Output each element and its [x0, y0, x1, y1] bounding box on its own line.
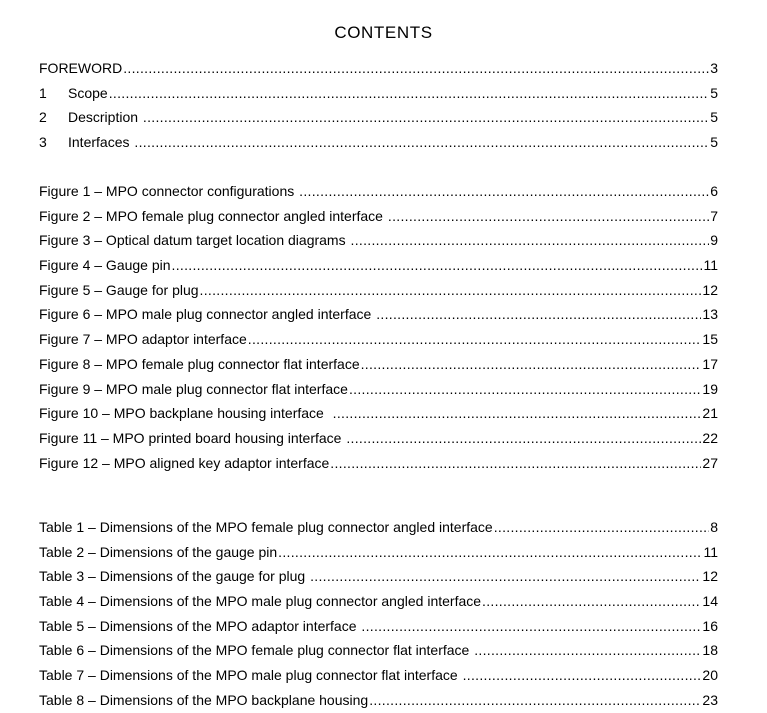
- toc-dot-leader: [388, 204, 709, 229]
- toc-entry-label: Table 8 – Dimensions of the MPO backplane housing: [39, 691, 369, 708]
- toc-entry-number: 1: [39, 84, 47, 101]
- toc-entry-page: 11: [703, 543, 718, 560]
- toc-entry-label: Table 2 – Dimensions of the gauge pin: [39, 543, 278, 560]
- toc-entry-label: Figure 10 – MPO backplane housing interface: [39, 405, 332, 422]
- page-title: CONTENTS: [334, 23, 433, 42]
- toc-entry[interactable]: [39, 327, 718, 352]
- toc-entry-label: Table 5 – Dimensions of the MPO adaptor interface: [39, 617, 361, 634]
- toc-entry-page: 5: [710, 109, 718, 126]
- toc-entry[interactable]: [39, 204, 718, 229]
- toc-entry-label: Scope: [68, 84, 108, 101]
- toc-dot-leader: [482, 589, 701, 614]
- toc-entry-label: Table 7 – Dimensions of the MPO male plug connector flat interface: [39, 667, 462, 684]
- toc-entry[interactable]: [39, 638, 718, 663]
- toc-entry[interactable]: [39, 278, 718, 303]
- toc-entry-page: 12: [702, 281, 718, 298]
- toc-entry-page: 7: [710, 207, 718, 224]
- toc-dot-leader: [474, 638, 701, 663]
- toc-entry[interactable]: [39, 614, 718, 639]
- toc-dot-leader: [248, 327, 702, 352]
- toc-entry[interactable]: [39, 688, 718, 713]
- toc-entry[interactable]: [39, 179, 718, 204]
- toc-entry[interactable]: [39, 253, 718, 278]
- toc-sections-list: [39, 56, 718, 155]
- toc-dot-leader: [299, 179, 709, 204]
- toc-entry-page: 16: [702, 617, 718, 634]
- toc-entry[interactable]: [39, 540, 718, 565]
- toc-entry-page: 13: [702, 306, 718, 323]
- toc-dot-leader: [463, 663, 702, 688]
- toc-entry-page: 21: [702, 405, 718, 422]
- toc-entry[interactable]: [39, 302, 718, 327]
- toc-entry[interactable]: [39, 515, 718, 540]
- toc-entry[interactable]: [39, 81, 718, 106]
- toc-entry[interactable]: [39, 130, 718, 155]
- toc-entry-page: 20: [702, 667, 718, 684]
- toc-entry-page: 9: [710, 232, 718, 249]
- toc-entry[interactable]: [39, 352, 718, 377]
- toc-entry[interactable]: [39, 228, 718, 253]
- toc-entry-label: Table 3 – Dimensions of the gauge for plug: [39, 568, 310, 585]
- toc-entry-label: Figure 1 – MPO connector configurations: [39, 183, 299, 199]
- toc-entry-label: Figure 7 – MPO adaptor interface: [39, 331, 247, 348]
- toc-entry-label: Figure 3 – Optical datum target location diagrams: [39, 232, 350, 249]
- toc-entry-label: Interfaces: [68, 134, 134, 151]
- toc-entry[interactable]: [39, 56, 718, 81]
- toc-dot-leader: [494, 515, 710, 540]
- toc-dot-leader: [349, 377, 701, 402]
- toc-entry-page: 12: [702, 568, 718, 585]
- toc-entry-number: 2: [39, 109, 47, 126]
- toc-entry-page: 22: [702, 429, 718, 446]
- toc-dot-leader: [330, 451, 701, 476]
- toc-entry-label: Figure 5 – Gauge for plug: [39, 281, 199, 298]
- toc-entry-page: 18: [702, 642, 718, 659]
- toc-entry-page: 23: [702, 691, 718, 708]
- toc-entry-page: 27: [702, 454, 718, 471]
- toc-dot-leader: [361, 614, 701, 639]
- toc-dot-leader: [369, 688, 701, 713]
- toc-entry-label: Description: [68, 109, 142, 126]
- toc-dot-leader: [123, 56, 709, 81]
- toc-dot-leader: [351, 228, 710, 253]
- toc-entry[interactable]: [39, 663, 718, 688]
- toc-entry-label: Table 6 – Dimensions of the MPO female plug connector flat interface: [39, 642, 474, 659]
- toc-entry-label: Figure 9 – MPO male plug connector flat interface: [39, 380, 348, 397]
- toc-entry-label: Figure 4 – Gauge pin: [39, 257, 171, 274]
- toc-entry-page: 6: [710, 183, 718, 199]
- toc-entry-page: 15: [702, 331, 718, 348]
- toc-dot-leader: [310, 564, 701, 589]
- toc-entry-page: 17: [702, 355, 718, 372]
- toc-dot-leader: [200, 278, 702, 303]
- toc-dot-leader: [346, 426, 701, 451]
- toc-tables-list: [39, 515, 718, 713]
- toc-figures-list: [39, 179, 718, 475]
- toc-dot-leader: [361, 352, 702, 377]
- toc-entry-label: Figure 12 – MPO aligned key adaptor interface: [39, 454, 330, 471]
- toc-entry-page: 11: [703, 257, 718, 274]
- toc-entry[interactable]: [39, 426, 718, 451]
- toc-entry-page: 3: [710, 60, 718, 76]
- toc-entry-label: Figure 2 – MPO female plug connector angled interface: [39, 207, 387, 224]
- toc-entry-page: 8: [710, 519, 718, 535]
- toc-entry-label: Figure 6 – MPO male plug connector angled interface: [39, 306, 376, 323]
- toc-entry-page: 5: [710, 134, 718, 151]
- toc-dot-leader: [143, 105, 709, 130]
- toc-entry[interactable]: [39, 377, 718, 402]
- toc-entry-label: Table 1 – Dimensions of the MPO female plug connector angled interface: [39, 519, 493, 535]
- toc-entry-label: FOREWORD: [39, 60, 123, 76]
- toc-entry[interactable]: [39, 451, 718, 476]
- toc-entry-page: 14: [702, 593, 718, 610]
- toc-dot-leader: [172, 253, 703, 278]
- toc-entry-page: 5: [710, 84, 718, 101]
- toc-entry-page: 19: [702, 380, 718, 397]
- toc-dot-leader: [376, 302, 701, 327]
- toc-dot-leader: [278, 540, 702, 565]
- toc-entry-label: Table 4 – Dimensions of the MPO male plug connector angled interface: [39, 593, 482, 610]
- toc-entry[interactable]: [39, 589, 718, 614]
- toc-entry[interactable]: [39, 105, 718, 130]
- toc-entry[interactable]: [39, 401, 718, 426]
- toc-dot-leader: [109, 81, 710, 106]
- toc-dot-leader: [134, 130, 709, 155]
- toc-entry[interactable]: [39, 564, 718, 589]
- toc-entry-label: Figure 11 – MPO printed board housing interface: [39, 429, 346, 446]
- toc-dot-leader: [333, 401, 702, 426]
- toc-entry-number: 3: [39, 134, 47, 151]
- toc-entry-label: Figure 8 – MPO female plug connector flat interface: [39, 355, 360, 372]
